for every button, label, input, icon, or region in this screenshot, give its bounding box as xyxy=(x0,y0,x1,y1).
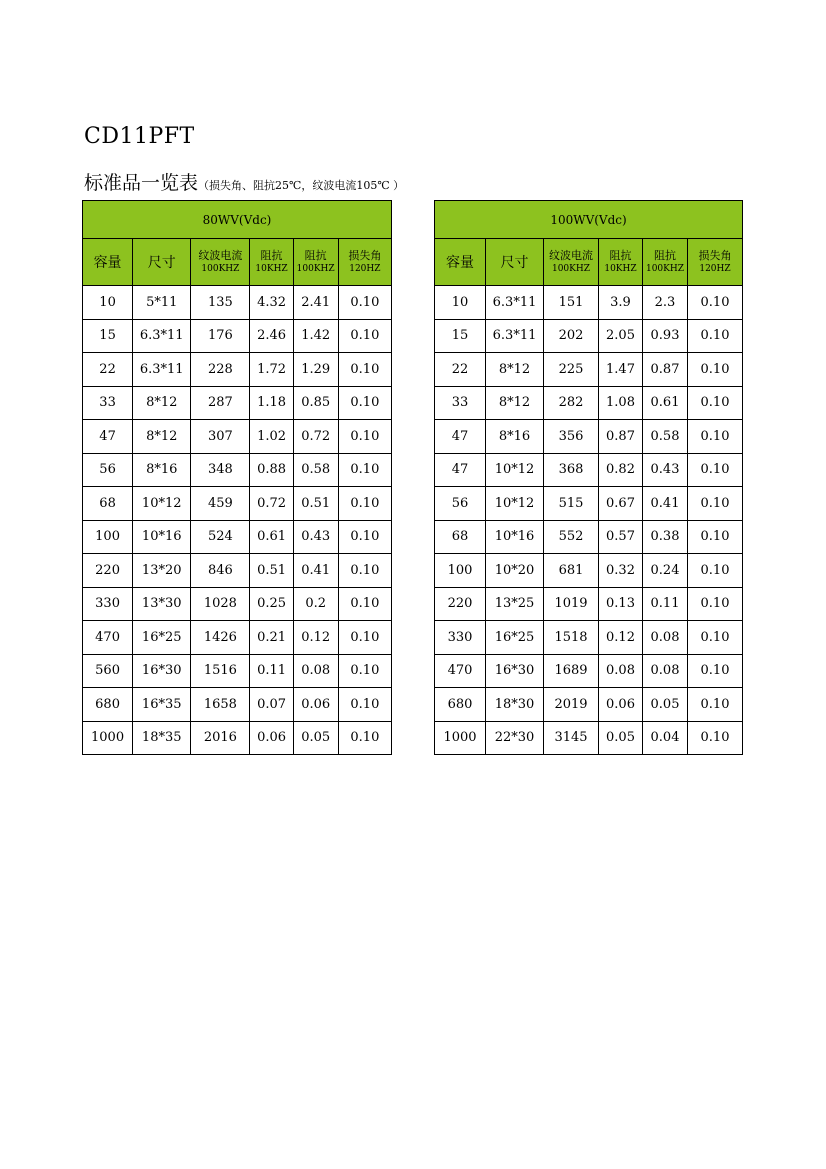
table-row xyxy=(83,621,392,655)
cell-loss-angle: 0.10 xyxy=(688,587,743,621)
cell-ripple: 348 xyxy=(191,453,250,487)
cell-size: 10*12 xyxy=(486,453,544,487)
cell-size: 13*25 xyxy=(486,587,544,621)
cell-loss-angle: 0.10 xyxy=(688,554,743,588)
cell-capacity: 47 xyxy=(83,420,133,454)
cell-ripple: 151 xyxy=(544,286,599,320)
cell-size: 8*12 xyxy=(486,353,544,387)
cell-loss-angle: 0.10 xyxy=(338,420,391,454)
col-imp10-freq: 10KHZ xyxy=(255,263,288,274)
cell-impedance-10k: 0.12 xyxy=(599,621,643,655)
col-loss-label: 损失角 xyxy=(348,248,382,262)
cell-impedance-100k: 0.85 xyxy=(293,386,338,420)
cell-impedance-100k: 0.58 xyxy=(293,453,338,487)
table-row xyxy=(83,353,392,387)
cell-capacity: 47 xyxy=(435,420,486,454)
table-row xyxy=(435,453,743,487)
cell-ripple: 356 xyxy=(544,420,599,454)
cell-impedance-100k: 0.11 xyxy=(643,587,688,621)
cell-impedance-100k: 0.08 xyxy=(293,654,338,688)
cell-size: 8*12 xyxy=(133,386,191,420)
cell-impedance-10k: 0.61 xyxy=(250,520,293,554)
cell-loss-angle: 0.10 xyxy=(338,587,391,621)
table-row xyxy=(435,554,743,588)
cell-impedance-10k: 0.06 xyxy=(599,688,643,722)
col-impedance-100k xyxy=(643,239,688,286)
cell-ripple: 202 xyxy=(544,319,599,353)
col-loss-freq: 120HZ xyxy=(349,263,381,274)
cell-ripple: 282 xyxy=(544,386,599,420)
cell-ripple: 1689 xyxy=(544,654,599,688)
cell-impedance-10k: 2.46 xyxy=(250,319,293,353)
cell-size: 10*12 xyxy=(486,487,544,521)
cell-capacity: 220 xyxy=(435,587,486,621)
cell-impedance-100k: 0.93 xyxy=(643,319,688,353)
col-loss-angle xyxy=(338,239,391,286)
cell-impedance-10k: 0.08 xyxy=(599,654,643,688)
col-size: 尺寸 xyxy=(486,239,544,286)
cell-impedance-10k: 0.07 xyxy=(250,688,293,722)
table-row xyxy=(435,587,743,621)
cell-ripple: 225 xyxy=(544,353,599,387)
cell-impedance-10k: 1.18 xyxy=(250,386,293,420)
col-imp100-label: 阻抗 xyxy=(304,248,327,262)
spec-table-100wv xyxy=(434,200,743,755)
cell-impedance-100k: 0.38 xyxy=(643,520,688,554)
cell-size: 10*12 xyxy=(133,487,191,521)
cell-capacity: 68 xyxy=(435,520,486,554)
col-imp10-label: 阻抗 xyxy=(609,248,632,262)
cell-loss-angle: 0.10 xyxy=(688,654,743,688)
cell-impedance-100k: 0.43 xyxy=(643,453,688,487)
cell-impedance-100k: 0.05 xyxy=(643,688,688,722)
cell-capacity: 22 xyxy=(83,353,133,387)
table-row xyxy=(83,286,392,320)
cell-impedance-10k: 0.32 xyxy=(599,554,643,588)
cell-impedance-100k: 0.08 xyxy=(643,621,688,655)
cell-ripple: 3145 xyxy=(544,721,599,755)
cell-size: 10*16 xyxy=(133,520,191,554)
col-size: 尺寸 xyxy=(133,239,191,286)
cell-impedance-10k: 0.88 xyxy=(250,453,293,487)
cell-loss-angle: 0.10 xyxy=(338,353,391,387)
cell-impedance-100k: 0.87 xyxy=(643,353,688,387)
table-row xyxy=(83,587,392,621)
cell-impedance-100k: 2.3 xyxy=(643,286,688,320)
cell-loss-angle: 0.10 xyxy=(338,453,391,487)
cell-ripple: 1658 xyxy=(191,688,250,722)
cell-loss-angle: 0.10 xyxy=(688,420,743,454)
cell-impedance-10k: 1.02 xyxy=(250,420,293,454)
cell-impedance-10k: 2.05 xyxy=(599,319,643,353)
cell-capacity: 22 xyxy=(435,353,486,387)
cell-size: 22*30 xyxy=(486,721,544,755)
cell-size: 6.3*11 xyxy=(486,286,544,320)
cell-ripple: 135 xyxy=(191,286,250,320)
cell-size: 16*25 xyxy=(133,621,191,655)
cell-impedance-100k: 1.42 xyxy=(293,319,338,353)
cell-impedance-10k: 0.25 xyxy=(250,587,293,621)
cell-loss-angle: 0.10 xyxy=(338,386,391,420)
col-capacity: 容量 xyxy=(83,239,133,286)
col-imp100-label: 阻抗 xyxy=(654,248,676,262)
cell-impedance-100k: 0.61 xyxy=(643,386,688,420)
cell-impedance-10k: 0.11 xyxy=(250,654,293,688)
col-impedance-10k xyxy=(599,239,643,286)
cell-ripple: 515 xyxy=(544,487,599,521)
table-row xyxy=(435,654,743,688)
table-row xyxy=(435,721,743,755)
cell-loss-angle: 0.10 xyxy=(688,721,743,755)
cell-impedance-10k: 0.67 xyxy=(599,487,643,521)
table-row xyxy=(83,520,392,554)
cell-loss-angle: 0.10 xyxy=(338,554,391,588)
cell-loss-angle: 0.10 xyxy=(688,319,743,353)
table-row xyxy=(435,319,743,353)
cell-loss-angle: 0.10 xyxy=(338,654,391,688)
col-impedance-100k xyxy=(293,239,338,286)
cell-capacity: 470 xyxy=(83,621,133,655)
cell-ripple: 228 xyxy=(191,353,250,387)
cell-impedance-100k: 0.72 xyxy=(293,420,338,454)
cell-size: 16*30 xyxy=(133,654,191,688)
cell-impedance-100k: 0.06 xyxy=(293,688,338,722)
cell-ripple: 176 xyxy=(191,319,250,353)
cell-impedance-10k: 4.32 xyxy=(250,286,293,320)
cell-size: 8*16 xyxy=(133,453,191,487)
cell-impedance-10k: 0.21 xyxy=(250,621,293,655)
cell-impedance-10k: 0.72 xyxy=(250,487,293,521)
cell-impedance-10k: 3.9 xyxy=(599,286,643,320)
cell-capacity: 47 xyxy=(435,453,486,487)
table-row xyxy=(83,420,392,454)
cell-ripple: 1516 xyxy=(191,654,250,688)
cell-loss-angle: 0.10 xyxy=(688,386,743,420)
col-ripple xyxy=(191,239,250,286)
col-imp10-freq: 10KHZ xyxy=(604,263,637,274)
cell-ripple: 459 xyxy=(191,487,250,521)
cell-ripple: 681 xyxy=(544,554,599,588)
cell-size: 8*16 xyxy=(486,420,544,454)
table-row xyxy=(83,487,392,521)
table-row xyxy=(83,453,392,487)
cell-ripple: 1518 xyxy=(544,621,599,655)
cell-capacity: 56 xyxy=(83,453,133,487)
cell-impedance-100k: 0.05 xyxy=(293,721,338,755)
col-capacity: 容量 xyxy=(435,239,486,286)
voltage-header: 100WV(Vdc) xyxy=(435,201,743,239)
col-imp10-label: 阻抗 xyxy=(260,248,283,262)
cell-capacity: 1000 xyxy=(83,721,133,755)
table-row xyxy=(435,621,743,655)
table-row xyxy=(83,654,392,688)
cell-loss-angle: 0.10 xyxy=(338,621,391,655)
cell-ripple: 524 xyxy=(191,520,250,554)
cell-impedance-100k: 0.41 xyxy=(293,554,338,588)
cell-impedance-100k: 2.41 xyxy=(293,286,338,320)
cell-size: 8*12 xyxy=(486,386,544,420)
cell-impedance-10k: 0.06 xyxy=(250,721,293,755)
table-row xyxy=(435,353,743,387)
cell-impedance-10k: 0.51 xyxy=(250,554,293,588)
cell-ripple: 1426 xyxy=(191,621,250,655)
cell-impedance-10k: 0.87 xyxy=(599,420,643,454)
cell-capacity: 680 xyxy=(435,688,486,722)
table-row xyxy=(83,386,392,420)
subtitle-note: （损失角、阻抗25℃，纹波电流105℃ ） xyxy=(198,179,405,192)
cell-impedance-100k: 0.04 xyxy=(643,721,688,755)
cell-loss-angle: 0.10 xyxy=(338,487,391,521)
col-impedance-10k xyxy=(250,239,293,286)
cell-size: 18*35 xyxy=(133,721,191,755)
cell-loss-angle: 0.10 xyxy=(338,688,391,722)
cell-capacity: 10 xyxy=(435,286,486,320)
col-ripple-freq: 100KHZ xyxy=(551,263,590,274)
cell-capacity: 220 xyxy=(83,554,133,588)
page-subtitle xyxy=(84,168,404,195)
cell-impedance-10k: 1.47 xyxy=(599,353,643,387)
page-title: CD11PFT xyxy=(84,124,195,149)
cell-size: 6.3*11 xyxy=(133,319,191,353)
cell-size: 6.3*11 xyxy=(486,319,544,353)
cell-capacity: 330 xyxy=(83,587,133,621)
cell-ripple: 2016 xyxy=(191,721,250,755)
cell-capacity: 56 xyxy=(435,487,486,521)
col-ripple xyxy=(544,239,599,286)
col-loss-label: 损失角 xyxy=(698,248,732,262)
cell-loss-angle: 0.10 xyxy=(688,520,743,554)
table-row xyxy=(435,286,743,320)
cell-ripple: 1019 xyxy=(544,587,599,621)
cell-impedance-100k: 0.2 xyxy=(293,587,338,621)
cell-size: 8*12 xyxy=(133,420,191,454)
cell-impedance-100k: 0.08 xyxy=(643,654,688,688)
cell-size: 16*25 xyxy=(486,621,544,655)
cell-capacity: 10 xyxy=(83,286,133,320)
col-ripple-freq: 100KHZ xyxy=(201,263,240,274)
cell-impedance-100k: 0.12 xyxy=(293,621,338,655)
cell-capacity: 100 xyxy=(435,554,486,588)
cell-ripple: 552 xyxy=(544,520,599,554)
cell-size: 10*16 xyxy=(486,520,544,554)
cell-impedance-100k: 0.24 xyxy=(643,554,688,588)
cell-size: 16*35 xyxy=(133,688,191,722)
cell-ripple: 368 xyxy=(544,453,599,487)
cell-impedance-10k: 0.05 xyxy=(599,721,643,755)
cell-loss-angle: 0.10 xyxy=(338,286,391,320)
col-imp100-freq: 100KHZ xyxy=(296,263,335,274)
cell-loss-angle: 0.10 xyxy=(688,453,743,487)
table-row xyxy=(83,554,392,588)
cell-loss-angle: 0.10 xyxy=(338,319,391,353)
spec-table-80wv xyxy=(82,200,392,755)
cell-size: 16*30 xyxy=(486,654,544,688)
cell-impedance-10k: 0.13 xyxy=(599,587,643,621)
cell-ripple: 2019 xyxy=(544,688,599,722)
table-row xyxy=(435,487,743,521)
col-loss-angle xyxy=(688,239,743,286)
table-row xyxy=(435,688,743,722)
cell-ripple: 287 xyxy=(191,386,250,420)
table-row xyxy=(435,420,743,454)
col-loss-freq: 120HZ xyxy=(699,263,731,274)
table-row xyxy=(83,721,392,755)
cell-size: 18*30 xyxy=(486,688,544,722)
cell-capacity: 560 xyxy=(83,654,133,688)
cell-capacity: 68 xyxy=(83,487,133,521)
cell-ripple: 1028 xyxy=(191,587,250,621)
cell-impedance-100k: 1.29 xyxy=(293,353,338,387)
cell-capacity: 15 xyxy=(435,319,486,353)
subtitle-text: 标准品一览表 xyxy=(84,172,199,194)
cell-impedance-10k: 0.82 xyxy=(599,453,643,487)
cell-loss-angle: 0.10 xyxy=(688,353,743,387)
col-ripple-label: 纹波电流 xyxy=(549,248,593,262)
cell-loss-angle: 0.10 xyxy=(338,721,391,755)
table-row xyxy=(435,386,743,420)
cell-impedance-100k: 0.58 xyxy=(643,420,688,454)
cell-impedance-100k: 0.41 xyxy=(643,487,688,521)
table-row xyxy=(83,688,392,722)
cell-capacity: 470 xyxy=(435,654,486,688)
cell-loss-angle: 0.10 xyxy=(688,688,743,722)
cell-size: 13*20 xyxy=(133,554,191,588)
cell-impedance-100k: 0.43 xyxy=(293,520,338,554)
cell-capacity: 15 xyxy=(83,319,133,353)
cell-loss-angle: 0.10 xyxy=(338,520,391,554)
cell-ripple: 846 xyxy=(191,554,250,588)
cell-impedance-10k: 1.72 xyxy=(250,353,293,387)
cell-impedance-10k: 1.08 xyxy=(599,386,643,420)
voltage-header: 80WV(Vdc) xyxy=(83,201,392,239)
cell-capacity: 33 xyxy=(435,386,486,420)
col-ripple-label: 纹波电流 xyxy=(198,248,243,262)
cell-capacity: 100 xyxy=(83,520,133,554)
cell-capacity: 33 xyxy=(83,386,133,420)
col-imp100-freq: 100KHZ xyxy=(645,263,684,274)
cell-loss-angle: 0.10 xyxy=(688,286,743,320)
cell-capacity: 330 xyxy=(435,621,486,655)
cell-size: 6.3*11 xyxy=(133,353,191,387)
table-row xyxy=(435,520,743,554)
cell-loss-angle: 0.10 xyxy=(688,621,743,655)
cell-size: 13*30 xyxy=(133,587,191,621)
cell-impedance-100k: 0.51 xyxy=(293,487,338,521)
cell-size: 5*11 xyxy=(133,286,191,320)
table-row xyxy=(83,319,392,353)
cell-impedance-10k: 0.57 xyxy=(599,520,643,554)
cell-size: 10*20 xyxy=(486,554,544,588)
cell-capacity: 1000 xyxy=(435,721,486,755)
cell-loss-angle: 0.10 xyxy=(688,487,743,521)
cell-capacity: 680 xyxy=(83,688,133,722)
cell-ripple: 307 xyxy=(191,420,250,454)
